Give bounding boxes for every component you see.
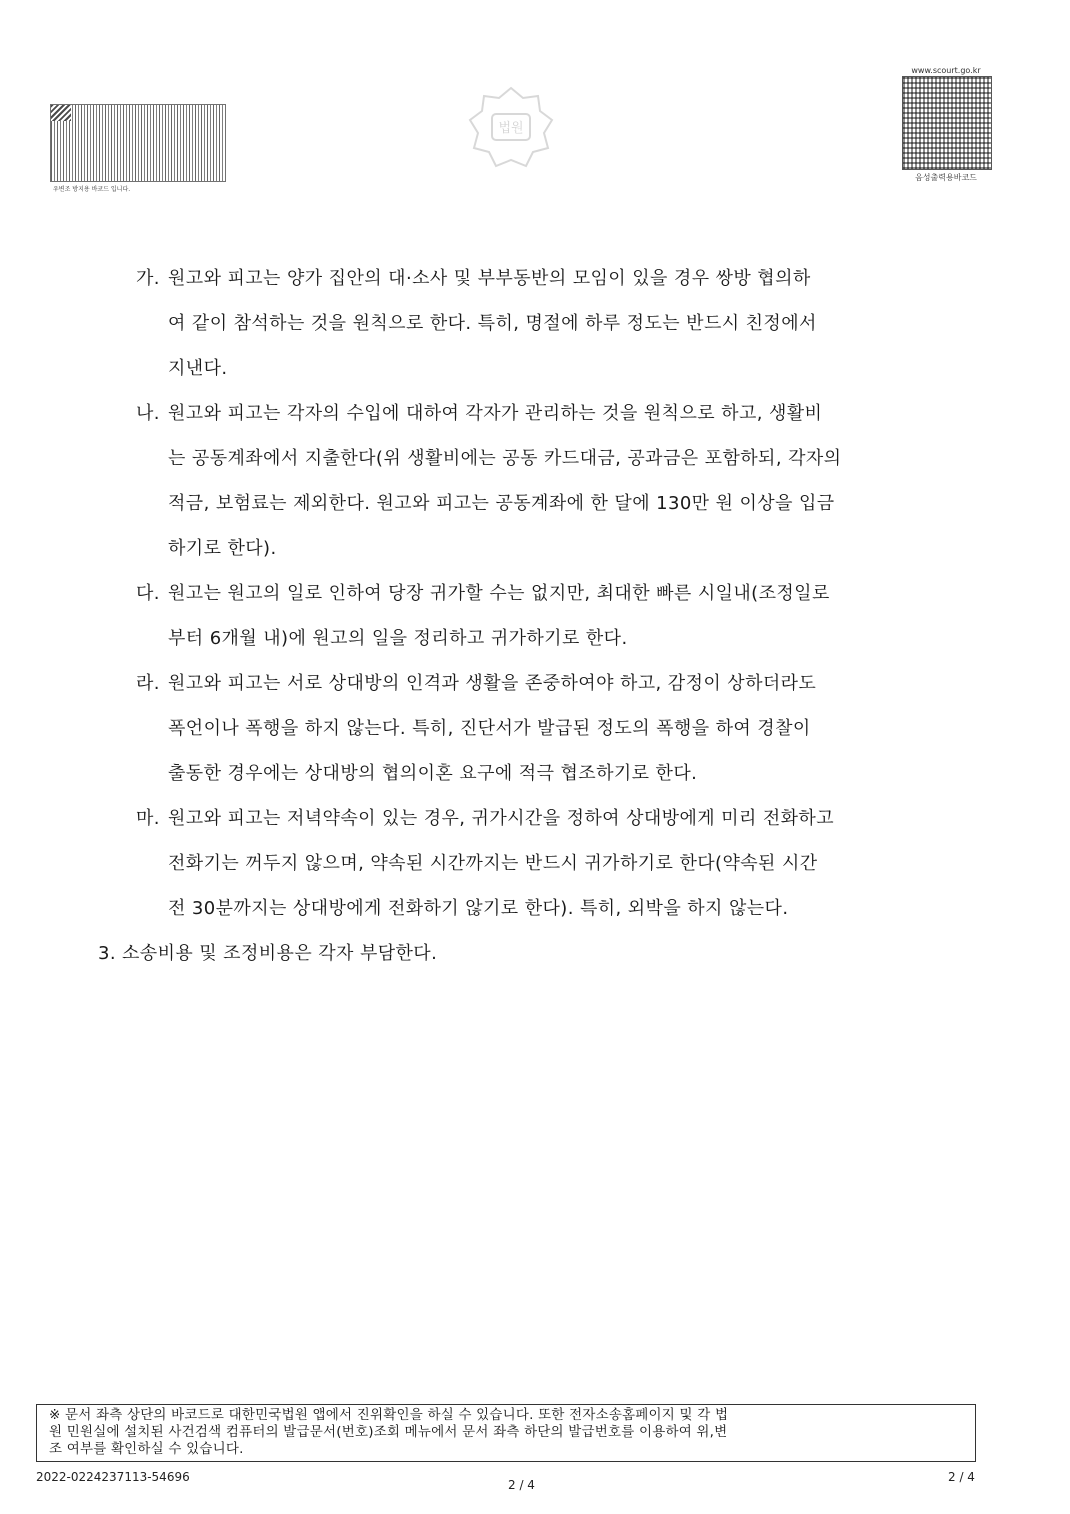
- item-marker: 가.: [136, 268, 160, 289]
- item-line: 하기로 한다).: [168, 538, 277, 559]
- item-line: 지낸다.: [168, 358, 228, 379]
- item-line: 부터 6개월 내)에 원고의 일을 정리하고 귀가하기로 한다.: [168, 628, 628, 649]
- qr-url: www.scourt.go.kr: [911, 66, 981, 75]
- item-line: 원고와 피고는 양가 집안의 대·소사 및 부부동반의 모임이 있을 경우 쌍방 협의하: [168, 268, 811, 289]
- voice-output-qr-code: [902, 76, 992, 170]
- page-number-right: 2 / 4: [948, 1470, 975, 1484]
- page-number-center: 2 / 4: [508, 1478, 535, 1492]
- court-seal-watermark: [466, 84, 556, 172]
- item-line: 원고와 피고는 각자의 수입에 대하여 각자가 관리하는 것을 원칙으로 하고, 생활비: [168, 403, 823, 424]
- list-item: [90, 391, 930, 571]
- list-item: [90, 571, 930, 661]
- seal-text: 법원: [498, 121, 524, 136]
- anti-forgery-barcode: [50, 104, 226, 182]
- notice-line: 조 여부를 확인하실 수 있습니다.: [49, 1441, 244, 1457]
- list-item: [90, 661, 930, 796]
- item-line: 폭언이나 폭행을 하지 않는다. 특히, 진단서가 발급된 정도의 폭행을 하여 경찰이: [168, 718, 811, 739]
- item-line: 소송비용 및 조정비용은 각자 부담한다.: [122, 943, 438, 964]
- item-line: 여 같이 참석하는 것을 원칙으로 한다. 특히, 명절에 하루 정도는 반드시 친정에서: [168, 313, 817, 334]
- issue-number: 2022-0224237113-54696: [36, 1470, 190, 1484]
- item-line: 적금, 보험료는 제외한다. 원고와 피고는 공동계좌에 한 달에 130만 원 이상을 입금: [168, 493, 835, 514]
- notice-line: ※ 문서 좌측 상단의 바코드로 대한민국법원 앱에서 진위확인을 하실 수 있습니다. 또한 전자소송홈페이지 및 각 법: [49, 1407, 729, 1423]
- item-line: 는 공동계좌에서 지출한다(위 생활비에는 공동 카드대금, 공과금은 포함하되, 각자의: [168, 448, 842, 469]
- item-line: 전화기는 꺼두지 않으며, 약속된 시간까지는 반드시 귀가하기로 한다(약속된 시간: [168, 853, 818, 874]
- barcode-caption: 우변조 방지용 바코드 입니다.: [53, 186, 131, 193]
- item-line: 원고와 피고는 서로 상대방의 인격과 생활을 존중하여야 하고, 감정이 상하더라도: [168, 673, 817, 694]
- item-line: 원고와 피고는 저녁약속이 있는 경우, 귀가시간을 정하여 상대방에게 미리 전화하고: [168, 808, 835, 829]
- list-item: [90, 256, 930, 391]
- item-marker: 마.: [136, 808, 160, 829]
- barcode-stripe-mark: [51, 105, 71, 121]
- item-line: 원고는 원고의 일로 인하여 당장 귀가할 수는 없지만, 최대한 빠른 시일내(조정일로: [168, 583, 830, 604]
- item-marker: 3.: [98, 943, 116, 964]
- item-line: 전 30분까지는 상대방에게 전화하기 않기로 한다). 특히, 외박을 하지 않는다.: [168, 898, 789, 919]
- item-marker: 라.: [136, 673, 160, 694]
- qr-caption: 음성출력용바코드: [915, 173, 977, 182]
- notice-line: 원 민원실에 설치된 사건검색 컴퓨터의 발급문서(번호)조회 메뉴에서 문서 좌측 하단의 발급번호를 이용하여 위,변: [49, 1424, 728, 1440]
- document-body: [90, 256, 930, 976]
- item-marker: 다.: [136, 583, 160, 604]
- list-item: [90, 796, 930, 931]
- list-item-3: [90, 931, 930, 976]
- item-marker: 나.: [136, 403, 160, 424]
- verification-notice: [36, 1404, 976, 1462]
- item-line: 출동한 경우에는 상대방의 협의이혼 요구에 적극 협조하기로 한다.: [168, 763, 698, 784]
